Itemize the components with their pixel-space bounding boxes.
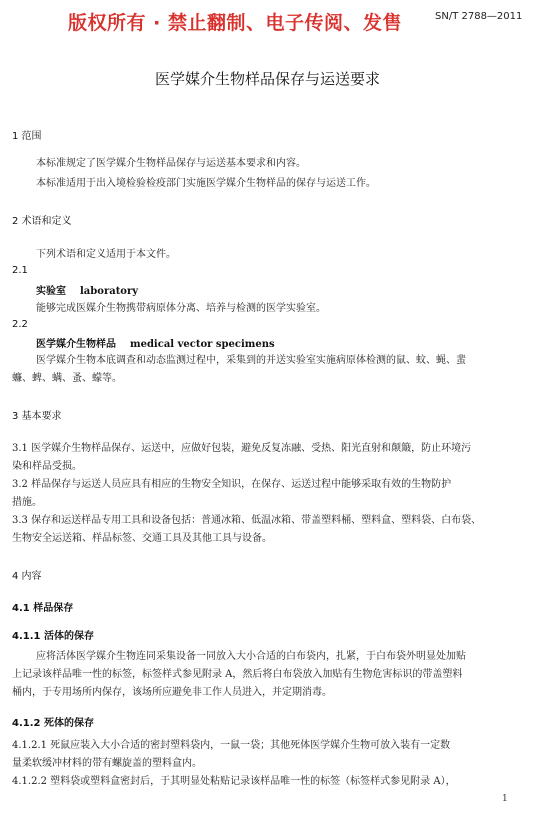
clause-3-1-line-2: 染和样品受损。 bbox=[12, 461, 82, 472]
term-2-1-number: 2.1 bbox=[12, 265, 28, 276]
document-title: 医学媒介生物样品保存与运送要求 bbox=[154, 70, 380, 88]
term-2-2-number: 2.2 bbox=[12, 319, 28, 330]
term-2-2-definition-line-1: 医学媒介生物本底调查和动态监测过程中，采集到的并送实验室实施病原体检测的鼠、蚊、蝇、蜚 bbox=[36, 355, 466, 366]
term-2-2-en: medical vector specimens bbox=[130, 339, 275, 350]
section-1-para-1: 本标准规定了医学媒介生物样品保存与运送基本要求和内容。 bbox=[36, 158, 306, 169]
section-4-1-1-line-1: 应将活体医学媒介生物连同采集设备一同放入大小合适的白布袋内，扎紧，于白布袋外明显处加贴 bbox=[36, 651, 466, 662]
term-2-1-zh: 实验室 bbox=[36, 286, 66, 297]
section-2-heading: 2 术语和定义 bbox=[12, 216, 72, 227]
term-2-2-title bbox=[36, 335, 275, 350]
clause-3-2-line-2: 措施。 bbox=[12, 497, 42, 508]
term-2-1-definition: 能够完成医媒介生物携带病原体分离、培养与检测的医学实验室。 bbox=[36, 303, 326, 314]
section-2-intro: 下列术语和定义适用于本文件。 bbox=[36, 249, 176, 260]
term-2-1-title bbox=[36, 282, 138, 297]
section-4-1-1-heading: 4.1.1 活体的保存 bbox=[12, 631, 94, 642]
clause-3-2-line-1: 3.2 样品保存与运送人员应具有相应的生物安全知识，在保存、运送过程中能够采取有效的生物防护 bbox=[12, 479, 452, 490]
clause-4-1-2-2-line-1: 4.1.2.2 塑料袋或塑料盒密封后，于其明显处粘贴记录该样品唯一性的标签（标签样式参见附录 A）， bbox=[12, 776, 456, 787]
term-2-2-zh: 医学媒介生物样品 bbox=[36, 339, 116, 350]
clause-4-1-2-1-line-2: 量柔软缓冲材料的带有螺旋盖的塑料盒内。 bbox=[12, 758, 202, 769]
section-1-heading: 1 范围 bbox=[12, 131, 42, 142]
section-4-1-heading: 4.1 样品保存 bbox=[12, 603, 74, 614]
section-1-para-2: 本标准适用于出入境检验检疫部门实施医学媒介生物样品的保存与运送工作。 bbox=[36, 178, 376, 189]
clause-3-1-line-1: 3.1 医学媒介生物样品保存、运送中，应做好包装，避免反复冻融、受热、阳光直射和颠簸，防止环境污 bbox=[12, 443, 472, 454]
clause-3-3-line-2: 生物安全运送箱、样品标签、交通工具及其他工具与设备。 bbox=[12, 533, 272, 544]
term-2-2-definition-line-2: 蠊、蜱、螨、蚤、蠓等。 bbox=[12, 373, 122, 384]
page-number: 1 bbox=[502, 794, 508, 804]
section-3-heading: 3 基本要求 bbox=[12, 411, 62, 422]
section-4-1-2-heading: 4.1.2 死体的保存 bbox=[12, 718, 94, 729]
section-4-1-1-line-2: 上记录该样品唯一性的标签，标签样式参见附录 A，然后将白布袋放入加贴有生物危害标识的带盖塑料 bbox=[12, 669, 463, 680]
standard-number: SN/T 2788—2011 bbox=[435, 11, 523, 22]
watermark: 版权所有 · 禁止翻制、电子传阅、发售 bbox=[68, 12, 402, 34]
term-2-1-en: laboratory bbox=[80, 286, 139, 297]
clause-4-1-2-1-line-1: 4.1.2.1 死鼠应装入大小合适的密封塑料袋内，一鼠一袋；其他死体医学媒介生物可放入装有一定数 bbox=[12, 740, 451, 751]
section-4-heading: 4 内容 bbox=[12, 571, 42, 582]
clause-3-3-line-1: 3.3 保存和运送样品专用工具和设备包括：普通冰箱、低温冰箱、带盖塑料桶、塑料盒、塑料袋、白布袋、 bbox=[12, 515, 482, 526]
section-4-1-1-line-3: 桶内，于专用场所内保存，该场所应避免非工作人员进入，并定期消毒。 bbox=[12, 687, 332, 698]
